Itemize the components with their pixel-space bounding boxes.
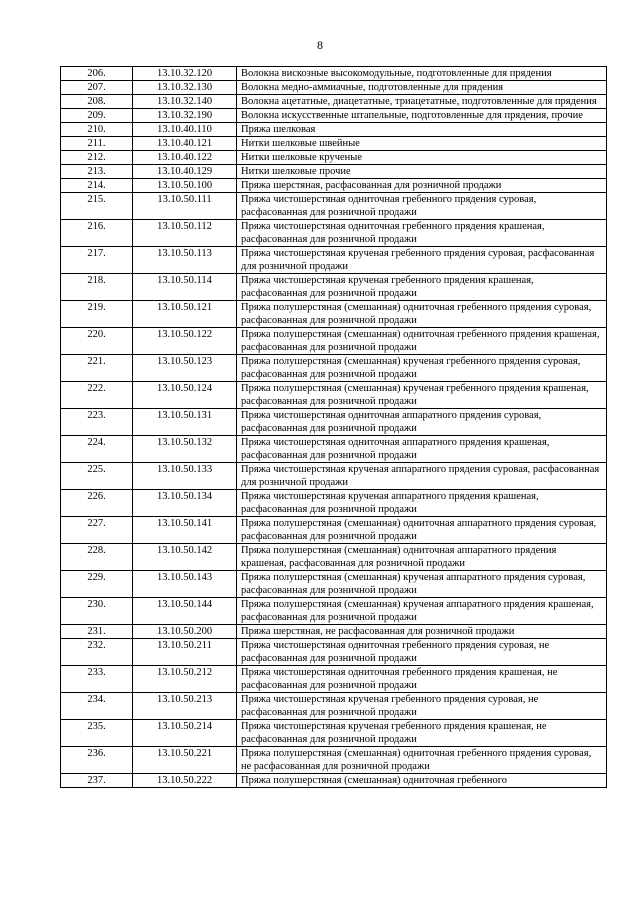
row-name: Волокна вискозные высокомодульные, подготовленные для прядения (237, 67, 607, 81)
row-code: 13.10.40.122 (133, 151, 237, 165)
row-code: 13.10.40.121 (133, 137, 237, 151)
row-code: 13.10.50.132 (133, 436, 237, 463)
row-code: 13.10.50.111 (133, 193, 237, 220)
row-number: 217. (61, 247, 133, 274)
row-name: Пряжа чистошерстяная крученая гребенного прядения крашеная, не расфасованная для розничной продажи (237, 720, 607, 747)
table-row (61, 490, 607, 517)
row-number: 236. (61, 747, 133, 774)
row-number: 227. (61, 517, 133, 544)
row-code: 13.10.50.212 (133, 666, 237, 693)
row-number: 235. (61, 720, 133, 747)
row-name: Пряжа чистошерстяная крученая гребенного прядения суровая, расфасованная для розничной продажи (237, 247, 607, 274)
row-name: Пряжа полушерстяная (смешанная) одниточная аппаратного прядения крашеная, расфасованная для розничной продажи (237, 544, 607, 571)
table-row (61, 67, 607, 81)
row-code: 13.10.50.114 (133, 274, 237, 301)
table-row (61, 693, 607, 720)
row-name: Пряжа чистошерстяная одниточная гребенного прядения крашеная, расфасованная для розничной продажи (237, 220, 607, 247)
row-number: 234. (61, 693, 133, 720)
row-name: Пряжа шелковая (237, 123, 607, 137)
row-code: 13.10.50.144 (133, 598, 237, 625)
row-number: 214. (61, 179, 133, 193)
row-code: 13.10.50.123 (133, 355, 237, 382)
row-number: 218. (61, 274, 133, 301)
row-number: 228. (61, 544, 133, 571)
table-row (61, 274, 607, 301)
table-row (61, 639, 607, 666)
row-name: Пряжа чистошерстяная крученая гребенного прядения крашеная, расфасованная для розничной продажи (237, 274, 607, 301)
row-number: 212. (61, 151, 133, 165)
table-row (61, 747, 607, 774)
row-name: Пряжа шерстяная, не расфасованная для розничной продажи (237, 625, 607, 639)
table-row (61, 517, 607, 544)
row-code: 13.10.50.133 (133, 463, 237, 490)
row-code: 13.10.32.130 (133, 81, 237, 95)
row-code: 13.10.50.211 (133, 639, 237, 666)
row-code: 13.10.50.213 (133, 693, 237, 720)
row-code: 13.10.32.120 (133, 67, 237, 81)
table-row (61, 109, 607, 123)
table-row (61, 220, 607, 247)
row-name: Пряжа чистошерстяная одниточная аппаратного прядения крашеная, расфасованная для розничной продажи (237, 436, 607, 463)
table-row (61, 179, 607, 193)
row-name: Пряжа чистошерстяная крученая аппаратного прядения суровая, расфасованная для розничной продажи (237, 463, 607, 490)
row-code: 13.10.50.131 (133, 409, 237, 436)
table-row (61, 151, 607, 165)
table-row (61, 463, 607, 490)
row-number: 237. (61, 774, 133, 788)
row-number: 220. (61, 328, 133, 355)
row-code: 13.10.50.124 (133, 382, 237, 409)
table-row (61, 193, 607, 220)
table-row (61, 598, 607, 625)
table-row (61, 81, 607, 95)
row-code: 13.10.50.121 (133, 301, 237, 328)
row-code: 13.10.50.100 (133, 179, 237, 193)
row-name: Пряжа чистошерстяная одниточная гребенного прядения суровая, расфасованная для розничной продажи (237, 193, 607, 220)
row-code: 13.10.50.141 (133, 517, 237, 544)
row-number: 224. (61, 436, 133, 463)
row-number: 211. (61, 137, 133, 151)
row-code: 13.10.40.129 (133, 165, 237, 179)
classification-table (60, 66, 607, 788)
row-number: 213. (61, 165, 133, 179)
row-name: Пряжа полушерстяная (смешанная) одниточная аппаратного прядения суровая, расфасованная для розничной продажи (237, 517, 607, 544)
row-code: 13.10.50.214 (133, 720, 237, 747)
table-row (61, 571, 607, 598)
row-number: 229. (61, 571, 133, 598)
row-name: Пряжа полушерстяная (смешанная) одниточная гребенного прядения суровая, расфасованная для розничной продажи (237, 301, 607, 328)
row-code: 13.10.32.190 (133, 109, 237, 123)
row-number: 208. (61, 95, 133, 109)
row-name: Пряжа чистошерстяная крученая гребенного прядения суровая, не расфасованная для розничной продажи (237, 693, 607, 720)
table-row (61, 774, 607, 788)
row-number: 231. (61, 625, 133, 639)
table-row (61, 666, 607, 693)
row-code: 13.10.50.221 (133, 747, 237, 774)
row-number: 209. (61, 109, 133, 123)
row-name: Пряжа шерстяная, расфасованная для розничной продажи (237, 179, 607, 193)
row-name: Пряжа полушерстяная (смешанная) крученая аппаратного прядения суровая, расфасованная для розничной продажи (237, 571, 607, 598)
row-code: 13.10.50.222 (133, 774, 237, 788)
row-name: Пряжа чистошерстяная крученая аппаратного прядения крашеная, расфасованная для розничной продажи (237, 490, 607, 517)
row-number: 215. (61, 193, 133, 220)
row-number: 207. (61, 81, 133, 95)
table-row (61, 436, 607, 463)
row-name: Нитки шелковые прочие (237, 165, 607, 179)
row-number: 226. (61, 490, 133, 517)
row-name: Пряжа полушерстяная (смешанная) одниточная гребенного прядения суровая, не расфасованная для розничной продажи (237, 747, 607, 774)
row-number: 233. (61, 666, 133, 693)
row-code: 13.10.50.143 (133, 571, 237, 598)
table-row (61, 328, 607, 355)
row-number: 210. (61, 123, 133, 137)
table-row (61, 301, 607, 328)
row-number: 216. (61, 220, 133, 247)
row-name: Пряжа чистошерстяная одниточная гребенного прядения крашеная, не расфасованная для розничной продажи (237, 666, 607, 693)
row-code: 13.10.40.110 (133, 123, 237, 137)
row-number: 221. (61, 355, 133, 382)
row-number: 223. (61, 409, 133, 436)
table-row (61, 123, 607, 137)
row-code: 13.10.50.122 (133, 328, 237, 355)
table-row (61, 625, 607, 639)
row-name: Пряжа полушерстяная (смешанная) крученая аппаратного прядения крашеная, расфасованная для розничной продажи (237, 598, 607, 625)
table-row (61, 720, 607, 747)
row-number: 222. (61, 382, 133, 409)
table-row (61, 409, 607, 436)
row-code: 13.10.50.142 (133, 544, 237, 571)
row-name: Пряжа чистошерстяная одниточная гребенного прядения суровая, не расфасованная для розничной продажи (237, 639, 607, 666)
row-name: Волокна искусственные штапельные, подготовленные для прядения, прочие (237, 109, 607, 123)
row-code: 13.10.32.140 (133, 95, 237, 109)
row-number: 232. (61, 639, 133, 666)
page-number: 8 (317, 38, 323, 52)
row-name: Нитки шелковые крученые (237, 151, 607, 165)
row-name: Пряжа полушерстяная (смешанная) крученая гребенного прядения суровая, расфасованная для розничной продажи (237, 355, 607, 382)
table-row (61, 382, 607, 409)
row-number: 225. (61, 463, 133, 490)
row-code: 13.10.50.113 (133, 247, 237, 274)
row-number: 219. (61, 301, 133, 328)
row-name: Волокна ацетатные, диацетатные, триацетатные, подготовленные для прядения (237, 95, 607, 109)
row-code: 13.10.50.134 (133, 490, 237, 517)
row-name: Пряжа полушерстяная (смешанная) одниточная гребенного прядения крашеная, расфасованная для розничной продажи (237, 328, 607, 355)
table-row (61, 544, 607, 571)
row-name: Пряжа чистошерстяная одниточная аппаратного прядения суровая, расфасованная для розничной продажи (237, 409, 607, 436)
table-row (61, 165, 607, 179)
table-row (61, 137, 607, 151)
table-row (61, 247, 607, 274)
row-name: Волокна медно-аммиачные, подготовленные для прядения (237, 81, 607, 95)
row-code: 13.10.50.112 (133, 220, 237, 247)
row-name: Пряжа полушерстяная (смешанная) крученая гребенного прядения крашеная, расфасованная для розничной продажи (237, 382, 607, 409)
row-number: 230. (61, 598, 133, 625)
table-row (61, 95, 607, 109)
table-body (61, 67, 607, 788)
row-name: Нитки шелковые швейные (237, 137, 607, 151)
table-row (61, 355, 607, 382)
row-number: 206. (61, 67, 133, 81)
row-name: Пряжа полушерстяная (смешанная) одниточная гребенного (237, 774, 607, 788)
row-code: 13.10.50.200 (133, 625, 237, 639)
